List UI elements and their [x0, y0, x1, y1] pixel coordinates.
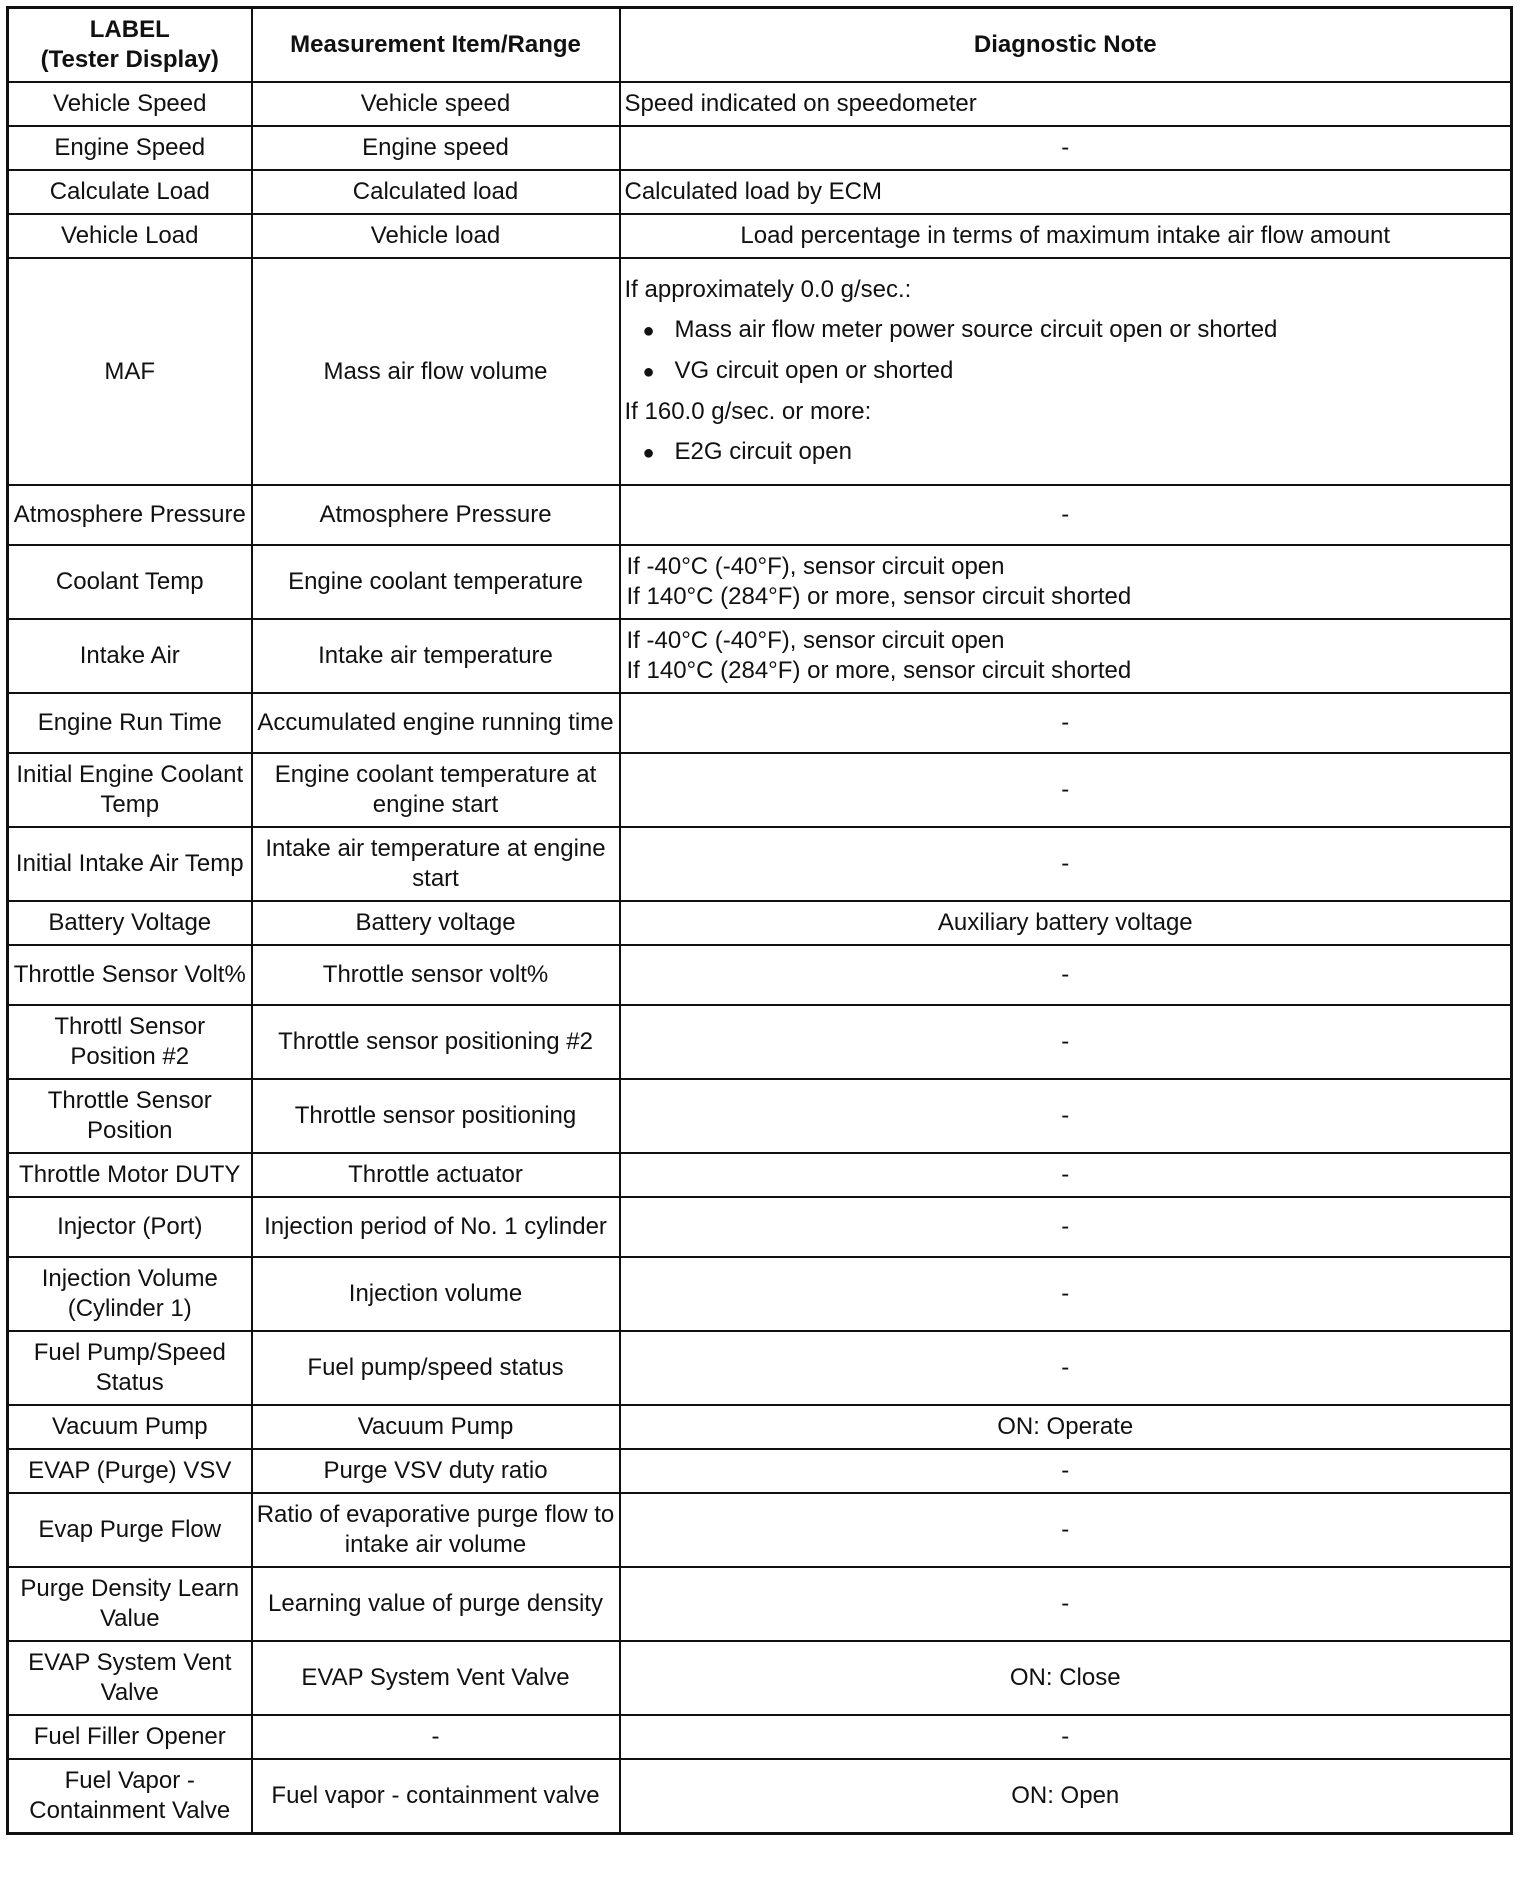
cell-diagnostic-note: - [620, 1257, 1512, 1331]
table-row [8, 753, 1512, 827]
cell-measurement-item: EVAP System Vent Valve [252, 1641, 620, 1715]
cell-label: Purge Density Learn Value [8, 1567, 252, 1641]
cell-diagnostic-note: - [620, 1567, 1512, 1641]
cell-label: Evap Purge Flow [8, 1493, 252, 1567]
cell-measurement-item: Atmosphere Pressure [252, 485, 620, 545]
table-row [8, 1257, 1512, 1331]
cell-label: Initial Engine Coolant Temp [8, 753, 252, 827]
cell-diagnostic-note: - [620, 485, 1512, 545]
cell-label: Throttle Motor DUTY [8, 1153, 252, 1197]
maf-bullet: ● VG circuit open or shorted [625, 356, 1507, 387]
cell-label: Initial Intake Air Temp [8, 827, 252, 901]
cell-measurement-item: Engine speed [252, 126, 620, 170]
table-row [8, 1405, 1512, 1449]
cell-label: Intake Air [8, 619, 252, 693]
cell-measurement-item: Vehicle load [252, 214, 620, 258]
table-row [8, 693, 1512, 753]
maf-condition-high: If 160.0 g/sec. or more: [624, 398, 872, 425]
table-row [8, 258, 1512, 485]
cell-label: EVAP System Vent Valve [8, 1641, 252, 1715]
cell-measurement-item: Mass air flow volume [252, 258, 620, 485]
data-list-table-frame [6, 6, 1510, 1835]
table-row [8, 170, 1512, 214]
header-label [8, 8, 252, 83]
table-row [8, 827, 1512, 901]
cell-measurement-item: Purge VSV duty ratio [252, 1449, 620, 1493]
cell-label: Fuel Pump/Speed Status [8, 1331, 252, 1405]
table-row [8, 1493, 1512, 1567]
table-row [8, 1005, 1512, 1079]
cell-label: Injection Volume (Cylinder 1) [8, 1257, 252, 1331]
cell-label: Calculate Load [8, 170, 252, 214]
header-measurement: Measurement Item/Range [252, 8, 620, 83]
note-line: If 140°C (284°F) or more, sensor circuit shorted [626, 657, 1132, 684]
cell-measurement-item: - [252, 1715, 620, 1759]
cell-measurement-item: Intake air temperature [252, 619, 620, 693]
cell-diagnostic-note: - [620, 1005, 1512, 1079]
cell-label: Injector (Port) [8, 1197, 252, 1257]
maf-bullet: ● E2G circuit open [625, 437, 1507, 468]
header-note: Diagnostic Note [620, 8, 1512, 83]
cell-measurement-item: Ratio of evaporative purge flow to intake air volume [252, 1493, 620, 1567]
cell-diagnostic-note: Load percentage in terms of maximum intake air flow amount [620, 214, 1512, 258]
table-row [8, 485, 1512, 545]
cell-diagnostic-note: - [620, 753, 1512, 827]
cell-label: Vehicle Load [8, 214, 252, 258]
cell-measurement-item: Engine coolant temperature at engine start [252, 753, 620, 827]
cell-measurement-item: Vehicle speed [252, 82, 620, 126]
cell-diagnostic-note: ON: Operate [620, 1405, 1512, 1449]
table-row [8, 214, 1512, 258]
cell-diagnostic-note: - [620, 693, 1512, 753]
data-list-table [6, 6, 1513, 1835]
table-row [8, 126, 1512, 170]
cell-diagnostic-note: ON: Close [620, 1641, 1512, 1715]
cell-measurement-item: Injection volume [252, 1257, 620, 1331]
cell-label: Throttle Sensor Volt% [8, 945, 252, 1005]
table-row [8, 1079, 1512, 1153]
cell-measurement-item: Engine coolant temperature [252, 545, 620, 619]
cell-label: Vacuum Pump [8, 1405, 252, 1449]
cell-label: Throttl Sensor Position #2 [8, 1005, 252, 1079]
cell-label: EVAP (Purge) VSV [8, 1449, 252, 1493]
cell-diagnostic-note: Auxiliary battery voltage [620, 901, 1512, 945]
cell-label: Battery Voltage [8, 901, 252, 945]
cell-measurement-item: Injection period of No. 1 cylinder [252, 1197, 620, 1257]
note-line: If 140°C (284°F) or more, sensor circuit shorted [626, 583, 1132, 610]
cell-diagnostic-note: - [620, 827, 1512, 901]
table-row [8, 619, 1512, 693]
cell-diagnostic-note [620, 258, 1512, 485]
maf-bullet: ● Mass air flow meter power source circuit open or shorted [625, 315, 1507, 346]
cell-measurement-item: Fuel pump/speed status [252, 1331, 620, 1405]
cell-diagnostic-note: - [620, 1449, 1512, 1493]
note-line: If -40°C (-40°F), sensor circuit open [626, 627, 1005, 654]
table-row [8, 82, 1512, 126]
table-row [8, 1197, 1512, 1257]
cell-diagnostic-note: - [620, 1079, 1512, 1153]
cell-label: Atmosphere Pressure [8, 485, 252, 545]
cell-measurement-item: Throttle sensor volt% [252, 945, 620, 1005]
cell-label: Throttle Sensor Position [8, 1079, 252, 1153]
cell-diagnostic-note [620, 545, 1512, 619]
cell-label: Fuel Filler Opener [8, 1715, 252, 1759]
cell-measurement-item: Battery voltage [252, 901, 620, 945]
table-row [8, 1331, 1512, 1405]
cell-measurement-item: Vacuum Pump [252, 1405, 620, 1449]
cell-measurement-item: Accumulated engine running time [252, 693, 620, 753]
header-label-line1: LABEL [89, 16, 170, 43]
cell-diagnostic-note: - [620, 1715, 1512, 1759]
table-row [8, 1153, 1512, 1197]
cell-measurement-item: Throttle sensor positioning #2 [252, 1005, 620, 1079]
cell-diagnostic-note: - [620, 126, 1512, 170]
cell-label: Engine Speed [8, 126, 252, 170]
table-row [8, 901, 1512, 945]
cell-diagnostic-note: - [620, 1331, 1512, 1405]
cell-measurement-item: Throttle actuator [252, 1153, 620, 1197]
cell-diagnostic-note: - [620, 1197, 1512, 1257]
header-row [8, 8, 1512, 83]
cell-diagnostic-note: Calculated load by ECM [620, 170, 1512, 214]
note-line: If -40°C (-40°F), sensor circuit open [626, 553, 1005, 580]
cell-diagnostic-note: - [620, 1493, 1512, 1567]
cell-measurement-item: Learning value of purge density [252, 1567, 620, 1641]
table-row [8, 545, 1512, 619]
cell-diagnostic-note: - [620, 945, 1512, 1005]
table-row [8, 1641, 1512, 1715]
cell-diagnostic-note: - [620, 1153, 1512, 1197]
cell-measurement-item: Intake air temperature at engine start [252, 827, 620, 901]
header-label-line2: (Tester Display) [40, 46, 219, 73]
cell-measurement-item: Fuel vapor - containment valve [252, 1759, 620, 1834]
cell-label: Fuel Vapor - Containment Valve [8, 1759, 252, 1834]
table-row [8, 945, 1512, 1005]
cell-measurement-item: Calculated load [252, 170, 620, 214]
table-row [8, 1567, 1512, 1641]
cell-label: Engine Run Time [8, 693, 252, 753]
cell-diagnostic-note [620, 619, 1512, 693]
table-row [8, 1715, 1512, 1759]
cell-diagnostic-note: ON: Open [620, 1759, 1512, 1834]
cell-diagnostic-note: Speed indicated on speedometer [620, 82, 1512, 126]
cell-label: Vehicle Speed [8, 82, 252, 126]
table-row [8, 1449, 1512, 1493]
table-body [8, 82, 1512, 1834]
cell-measurement-item: Throttle sensor positioning [252, 1079, 620, 1153]
maf-condition-low: If approximately 0.0 g/sec.: [624, 276, 912, 303]
table-row [8, 1759, 1512, 1834]
cell-label: Coolant Temp [8, 545, 252, 619]
cell-label: MAF [8, 258, 252, 485]
